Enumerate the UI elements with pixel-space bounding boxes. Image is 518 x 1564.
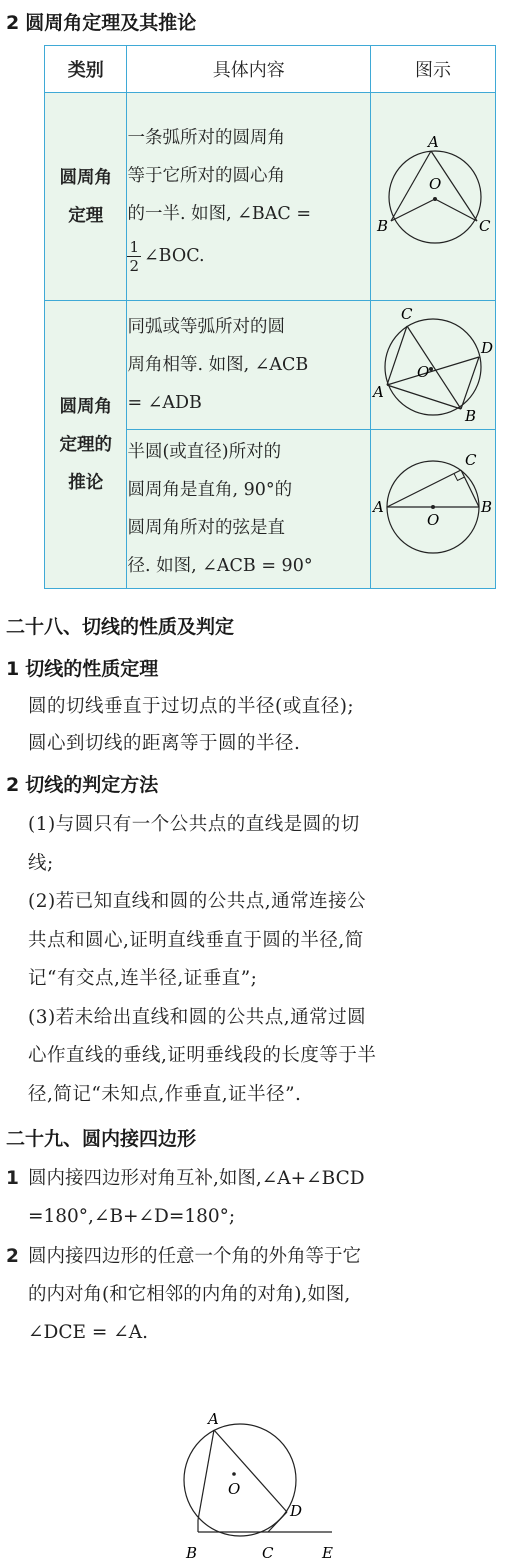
header-figure: 图示 bbox=[371, 46, 496, 93]
paragraph bbox=[28, 806, 508, 1114]
row-label-line: 圆周角 bbox=[59, 396, 112, 417]
label-o: O bbox=[427, 511, 440, 529]
content-line: 等于它所对的圆心角 bbox=[127, 165, 285, 186]
label-a: A bbox=[373, 383, 384, 401]
same-arc-diagram bbox=[371, 301, 495, 425]
text-line: =180°,∠B+∠D=180°; bbox=[28, 1206, 236, 1227]
content-line bbox=[127, 237, 370, 275]
header-content: 具体内容 bbox=[127, 46, 371, 93]
section-heading: 二十八、切线的性质及判定 bbox=[6, 616, 235, 638]
subsection-heading bbox=[6, 770, 158, 797]
item-number: 2 bbox=[6, 1246, 19, 1267]
center-dot bbox=[433, 197, 437, 201]
list-item bbox=[6, 1238, 508, 1358]
row-content bbox=[127, 93, 371, 301]
subsection-number: 2 bbox=[6, 774, 20, 796]
subsection-number: 1 bbox=[6, 658, 20, 680]
chord-ad bbox=[387, 357, 479, 385]
content-line: 半圆(或直径)所对的 bbox=[127, 442, 282, 462]
content-line: = ∠ADB bbox=[127, 393, 202, 413]
chord-ab bbox=[387, 385, 461, 409]
radius-oc bbox=[435, 199, 477, 221]
side-ab bbox=[198, 1430, 214, 1520]
content-line: 径. 如图, ∠ACB = 90° bbox=[127, 556, 313, 576]
row-label-line: 定理的 bbox=[59, 434, 112, 455]
text-line: (3)若未给出直线和圆的公共点,通常过圆 bbox=[28, 1006, 367, 1028]
text-line: 径,简记“未知点,作垂直,证半径”. bbox=[28, 1083, 302, 1105]
text-line: ∠DCE = ∠A. bbox=[28, 1322, 148, 1343]
text-line: 圆的切线垂直于过切点的半径(或直径); bbox=[28, 696, 355, 717]
label-c: C bbox=[262, 1544, 274, 1562]
label-c: C bbox=[401, 305, 413, 323]
content-line: 周角相等. 如图, ∠ACB bbox=[127, 355, 309, 375]
label-b: B bbox=[465, 407, 477, 425]
table-header-row bbox=[45, 46, 496, 93]
chord-cb bbox=[407, 326, 461, 409]
content-line: 同弧或等弧所对的圆 bbox=[127, 317, 285, 337]
item-number: 1 bbox=[6, 1168, 19, 1189]
row-label bbox=[45, 301, 127, 589]
item-body bbox=[28, 1160, 508, 1236]
table-row bbox=[45, 93, 496, 301]
fraction-after: ∠BOC. bbox=[144, 245, 205, 266]
subsection-title: 切线的性质定理 bbox=[25, 658, 159, 680]
subsection-title: 切线的判定方法 bbox=[25, 774, 159, 796]
subsection-heading bbox=[6, 654, 158, 681]
label-a: A bbox=[373, 498, 384, 516]
inscribed-angle-diagram bbox=[373, 135, 493, 255]
text-line: 共点和圆心,证明直线垂直于圆的半径,简 bbox=[28, 929, 364, 951]
text-line: 圆内接四边形的任意一个角的外角等于它 bbox=[28, 1246, 362, 1267]
item-body bbox=[28, 1238, 508, 1352]
theorem-table bbox=[44, 45, 496, 589]
header-category: 类别 bbox=[45, 46, 127, 93]
section-title: 圆周角定理及其推论 bbox=[25, 12, 197, 34]
text-line: 线; bbox=[28, 852, 54, 874]
content-line: 圆周角是直角, 90°的 bbox=[127, 480, 293, 500]
row-label bbox=[45, 93, 127, 301]
side-ad bbox=[214, 1430, 287, 1512]
label-c: C bbox=[465, 451, 477, 469]
semicircle-diagram bbox=[371, 445, 495, 569]
content-line: 一条弧所对的圆周角 bbox=[127, 127, 285, 148]
row-content bbox=[127, 301, 371, 430]
cyclic-quadrilateral-diagram bbox=[182, 1398, 352, 1564]
text-line: 圆内接四边形对角互补,如图,∠A+∠BCD bbox=[28, 1168, 365, 1189]
paragraph bbox=[28, 688, 508, 762]
row-label-line: 圆周角 bbox=[59, 167, 112, 188]
label-a: A bbox=[208, 1410, 219, 1428]
label-b: B bbox=[481, 498, 493, 516]
table-row bbox=[45, 301, 496, 430]
chord-ac bbox=[387, 470, 461, 507]
section-heading: 二十九、圆内接四边形 bbox=[6, 1128, 197, 1150]
label-c: C bbox=[479, 216, 491, 235]
text-line: (1)与圆只有一个公共点的直线是圆的切 bbox=[28, 814, 360, 835]
label-o: O bbox=[417, 363, 430, 381]
content-line: 圆周角所对的弦是直 bbox=[127, 518, 285, 538]
text-line: 记“有交点,连半径,证垂直”; bbox=[28, 968, 258, 989]
text-line: (2)若已知直线和圆的公共点,通常连接公 bbox=[28, 891, 367, 912]
text-line: 的内对角(和它相邻的内角的对角),如图, bbox=[28, 1284, 351, 1305]
label-b: B bbox=[377, 216, 389, 235]
label-d: D bbox=[481, 339, 494, 357]
label-d: D bbox=[290, 1502, 303, 1520]
side-dc bbox=[268, 1512, 287, 1532]
fraction-numerator: 1 bbox=[129, 237, 140, 256]
label-e: E bbox=[322, 1544, 333, 1562]
label-o: O bbox=[429, 174, 442, 193]
list-item bbox=[6, 1160, 508, 1240]
row-label-line: 推论 bbox=[68, 472, 104, 493]
content-line: 的一半. 如图, ∠BAC = bbox=[127, 203, 311, 224]
figure-cell bbox=[371, 301, 496, 430]
figure-cell bbox=[371, 93, 496, 301]
section-heading bbox=[6, 8, 196, 35]
center-dot bbox=[232, 1472, 236, 1476]
row-content bbox=[127, 430, 371, 589]
figure-cell bbox=[371, 430, 496, 589]
label-o: O bbox=[228, 1480, 241, 1498]
fraction-denominator: 2 bbox=[129, 256, 140, 275]
section-number: 2 bbox=[6, 12, 20, 34]
center-dot bbox=[431, 505, 435, 509]
center-dot bbox=[429, 367, 433, 371]
label-b: B bbox=[186, 1544, 198, 1562]
fraction bbox=[127, 238, 141, 275]
text-line: 心作直线的垂线,证明垂线段的长度等于半 bbox=[28, 1045, 377, 1066]
text-line: 圆心到切线的距离等于圆的半径. bbox=[28, 733, 301, 754]
row-label-line: 定理 bbox=[68, 205, 104, 226]
chord-cb bbox=[461, 470, 479, 507]
chord-db bbox=[461, 357, 479, 409]
label-a: A bbox=[428, 134, 439, 151]
